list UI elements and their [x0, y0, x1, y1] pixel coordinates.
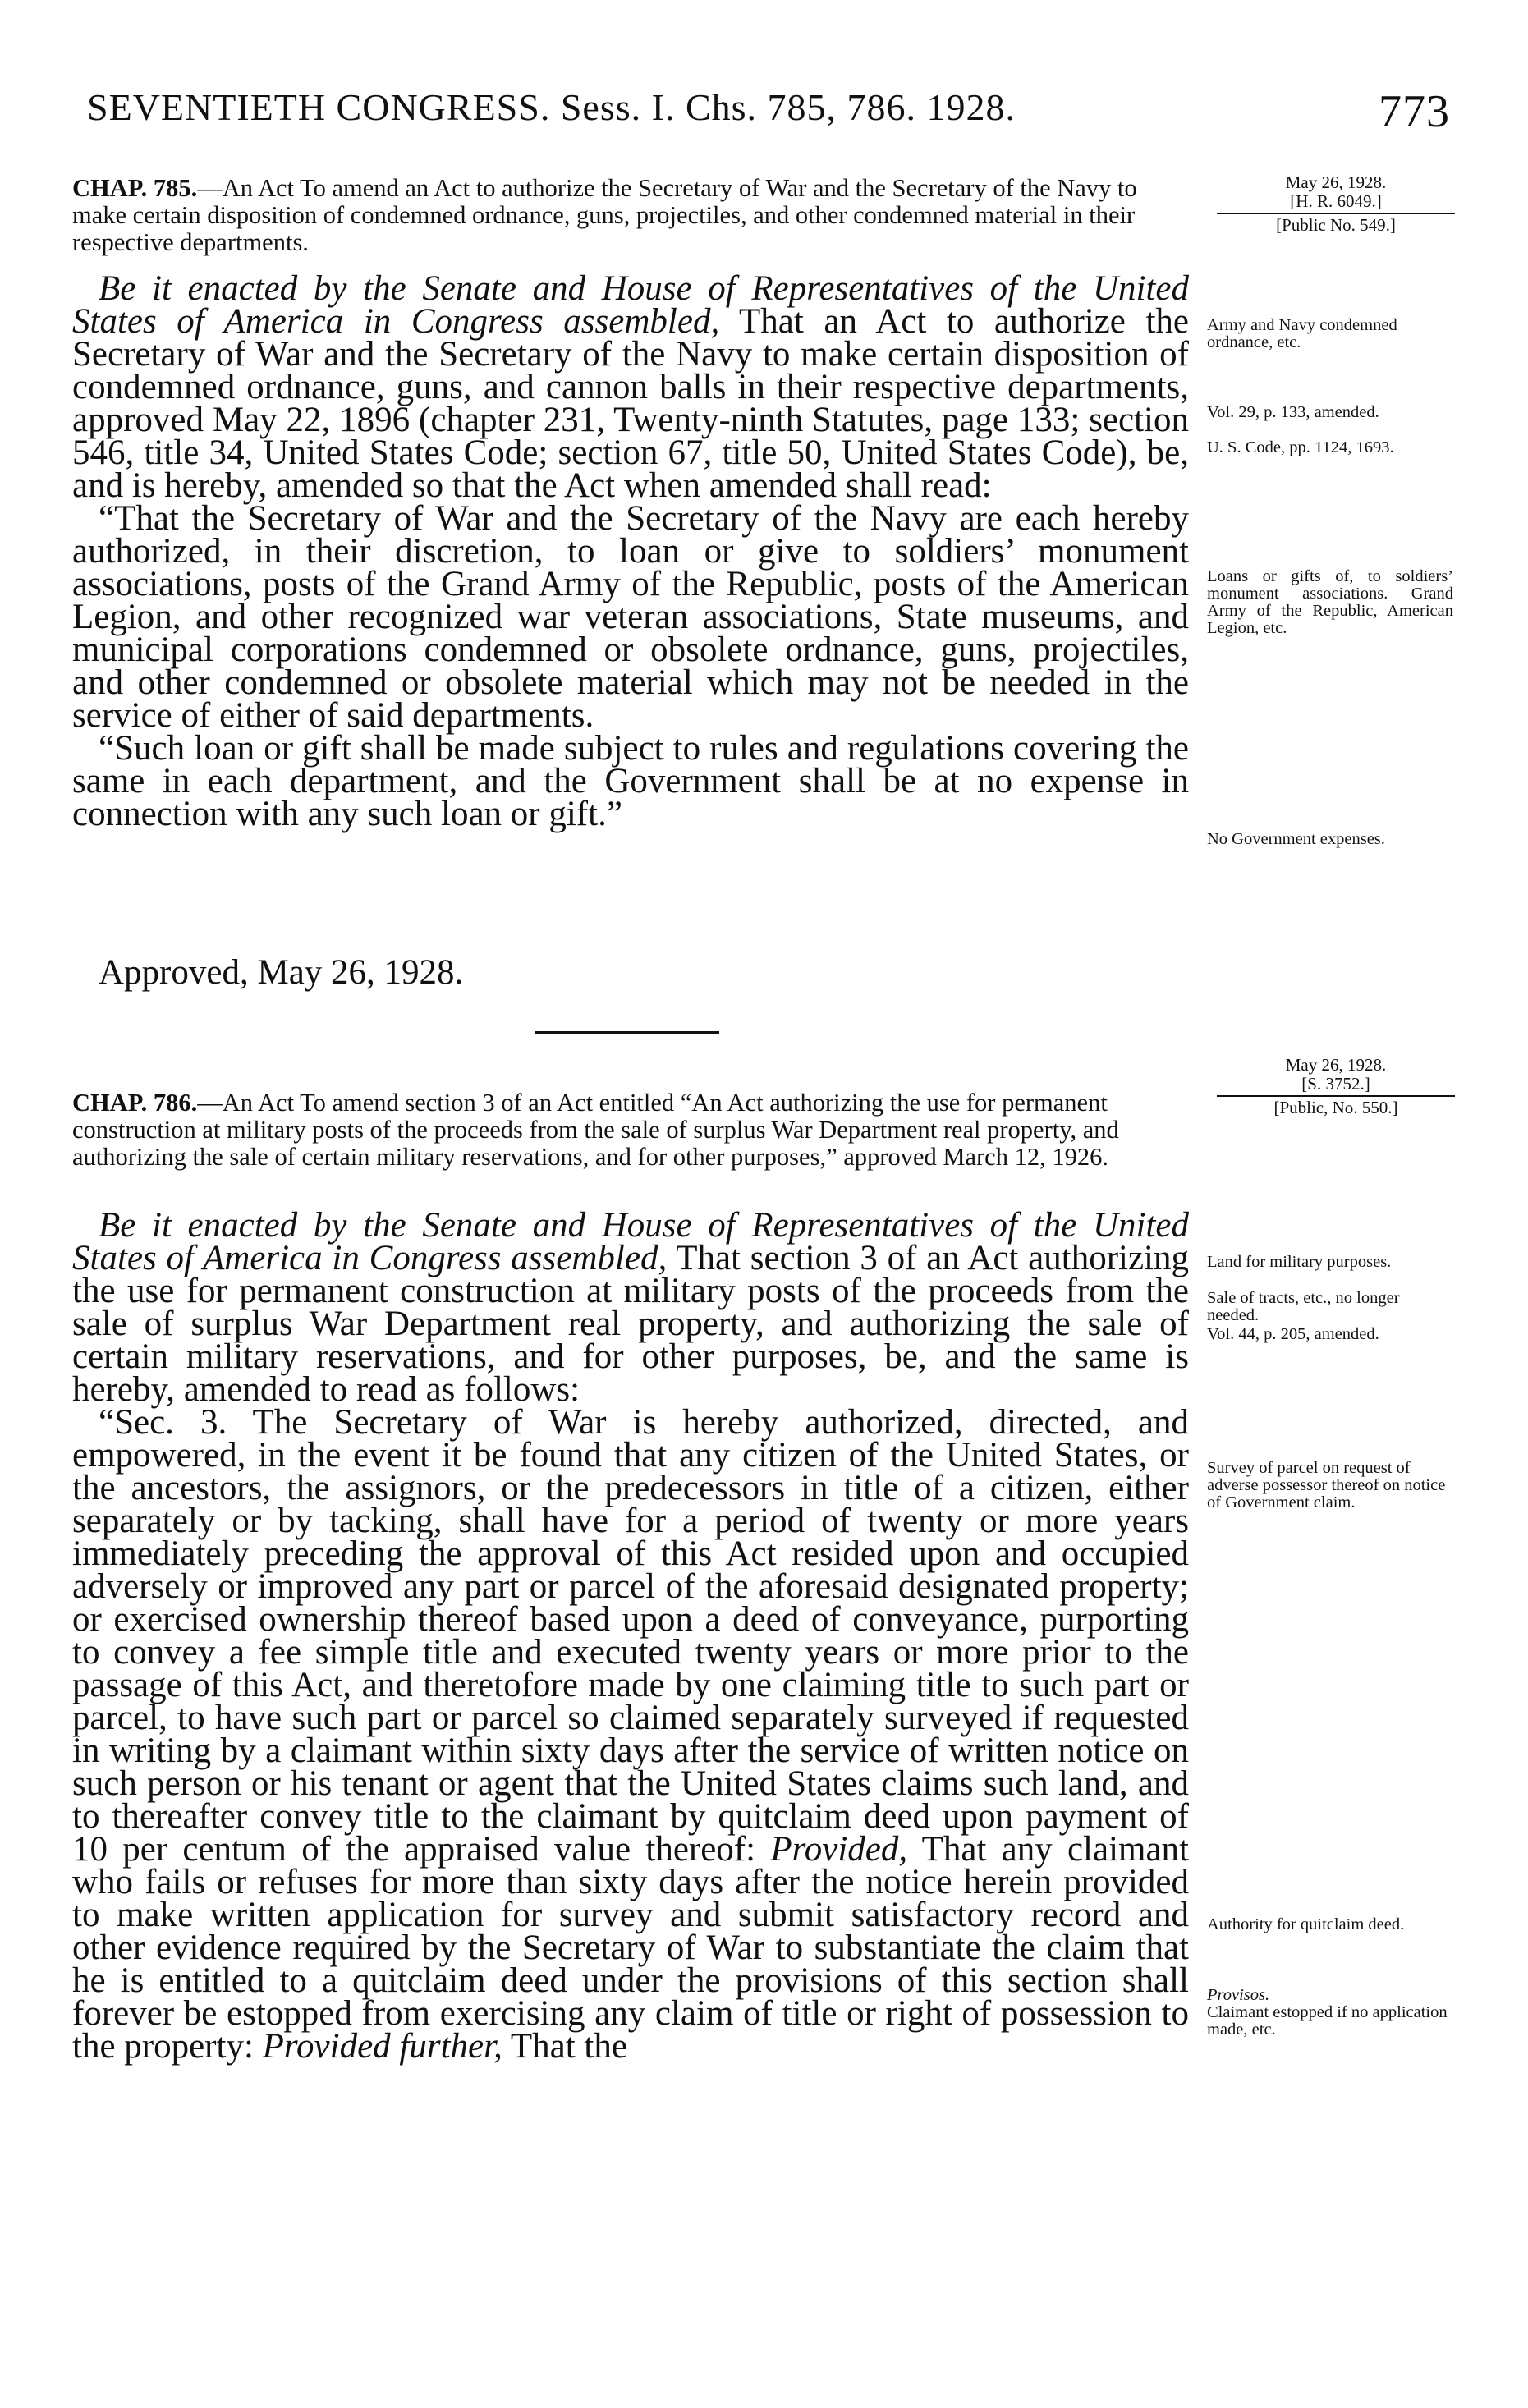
chap-785-body [72, 269, 1189, 833]
chapter-separator [535, 1031, 719, 1034]
side-note-land-military: Land for military purposes. [1207, 1253, 1392, 1271]
chap-785-enacting-clause: Be it enacted by the Senate and House of Representatives of the United States of America in Congress assembled, [72, 269, 1189, 341]
proviso-label: Provided, [770, 1830, 908, 1869]
proviso-text: That any claimant who fails or refuses for more than sixty days after the notice herein provided to make written application for survey and submit satisfactory record and other evidence required by the Secretary of War to substantiate the claim that he is entitled to a quitclaim deed under the provisions of this section shall forever be estopped from exercising any claim of title or right of possession to the property: [72, 1830, 1190, 2066]
chap-786-body [72, 1206, 1190, 2066]
side-note-army-navy: Army and Navy condemned ordnance, etc. [1207, 316, 1397, 351]
side-note-vol-29: Vol. 29, p. 133, amended. [1207, 403, 1379, 421]
running-header [87, 85, 1450, 148]
chap-786-public-no: [Public, No. 550.] [1273, 1098, 1398, 1117]
chap-785-date: May 26, 1928. [1285, 172, 1387, 192]
side-note-quitclaim: Authority for quitclaim deed. [1207, 1915, 1405, 1933]
chap-785-public-no: [Public No. 549.] [1276, 215, 1396, 235]
chap-785-section-1: That an Act to authorize the Secretary of War and the Secretary of the Navy to make certain disposition of condemned ordnance, guns, and cannon balls in their respective departments, approved May 22, 1896 (chapter 231, Twenty-ninth Statutes, page 133; section 546, title 34, United States Code; section 67, title 50, United States Code), be, and is hereby, amended so that the Act when amended shall read: [72, 302, 1189, 505]
chap-785-title-text: —An Act To amend an Act to authorize the Secretary of War and the Secretary of the Navy to make certain disposition of condemned ordnance, guns, projectiles, and other condemned material in their respective departments. [72, 174, 1137, 256]
chap-786-bill: [S. 3752.] [1301, 1074, 1370, 1094]
side-note-provisos [1207, 1987, 1453, 2039]
reference-rule [1217, 213, 1455, 214]
chap-785-reference [1217, 173, 1455, 235]
side-note-survey-parcel: Survey of parcel on request of adverse possessor thereof on notice of Government claim. [1207, 1459, 1446, 1511]
side-note-no-expenses: No Government expenses. [1207, 830, 1385, 848]
chap-786-section-3: “Sec. 3. The Secretary of War is hereby authorized, directed, and empowered, in the event it be found that any citizen of the United States, or the ancestors, the assignors, or the predecessors in title of a citizen, either separately or by tacking, shall have for a period of twenty or more years immediately preceding the approval of this Act resided upon and occupied adversely or improved any part or parcel of the aforesaid designated property; or exercised ownership thereof based upon a deed of conveyance, purporting to convey a fee simple title and executed twenty years or more prior to the passage of this Act, and theretofore made by one claiming title to such part or parcel, to have such part or parcel so claimed separately surveyed if requested in writing by a claimant within sixty days after the service of written notice on such person or his tenant or agent that the United States claims such land, and to thereafter convey title to the claimant by quitclaim deed upon payment of 10 per centum of the appraised value thereof: [72, 1403, 1189, 1869]
chap-786-title [72, 1089, 1189, 1171]
running-head: SEVENTIETH CONGRESS. Sess. I. Chs. 785, 786. 1928. [87, 86, 1016, 128]
reference-rule [1217, 1095, 1455, 1097]
side-note-sale-of-tracts: Sale of tracts, etc., no longer needed. [1207, 1289, 1400, 1324]
chap-785-bill: [H. R. 6049.] [1290, 191, 1382, 211]
chap-785-approved: Approved, May 26, 1928. [99, 953, 464, 992]
chap-786-reference [1217, 1056, 1455, 1117]
chap-785-label: CHAP. 785. [72, 174, 198, 202]
side-note-loans-gifts: Loans or gifts of, to soldiers’ monument associations. Grand Army of the Republic, American Legion, etc. [1207, 567, 1453, 637]
side-note-provisos-label: Provisos. [1207, 1986, 1270, 2004]
page-number: 773 [1379, 86, 1450, 137]
chap-786-enacting-clause: Be it enacted by the Senate and House of Representatives of the United States of America in Congress assembled, [72, 1206, 1189, 1277]
chap-786-title-text: —An Act To amend section 3 of an Act entitled “An Act authorizing the use for permanent construction at military posts of the proceeds from the sale of surplus War Department real property, and authorizing the sale of certain military reservations, and for other purposes,” approved March 12, 1926. [72, 1089, 1119, 1171]
proviso-further-label: Provided further, [262, 2027, 502, 2066]
chap-786-date: May 26, 1928. [1285, 1055, 1387, 1075]
chap-785-loan-conditions: “Such loan or gift shall be made subject to rules and regulations covering the same in each department, and the Government shall be at no expense in connection with any such loan or gift.” [72, 729, 1189, 833]
chap-786-section-1: That section 3 of an Act authorizing the use for permanent construction at military posts of the proceeds from the sale of surplus War Department real property, and authorizing the sale of certain military reservations, and for other purposes, be, and the same is hereby, amended to read as follows: [72, 1239, 1189, 1409]
proviso-further-text: That the [510, 2027, 627, 2066]
chap-785-title [72, 175, 1189, 256]
chap-786-label: CHAP. 786. [72, 1089, 198, 1117]
chap-785-quoted-section: “That the Secretary of War and the Secretary of the Navy are each hereby authorized, in their discretion, to loan or give to soldiers’ monument associations, posts of the Grand Army of the Republic, posts of the American Legion, and other recognized war veteran associations, State museums, and municipal corporations condemned or obsolete ordnance, guns, projectiles, and other condemned or obsolete material which may not be needed in the service of either of said departments. [72, 499, 1189, 735]
side-note-vol-44: Vol. 44, p. 205, amended. [1207, 1325, 1379, 1343]
side-note-us-code: U. S. Code, pp. 1124, 1693. [1207, 438, 1394, 456]
side-note-estopped: Claimant estopped if no application made, etc. [1207, 2003, 1448, 2039]
